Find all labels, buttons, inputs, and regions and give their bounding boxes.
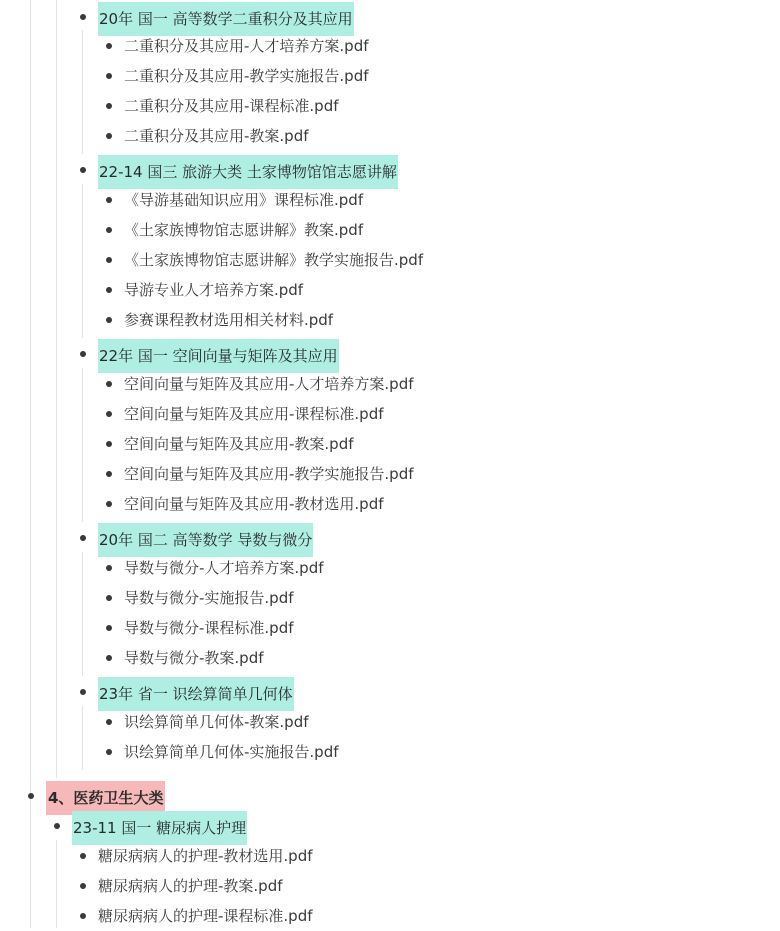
bullet-icon — [54, 823, 60, 829]
bullet-icon — [106, 719, 112, 725]
bullet-icon — [106, 749, 112, 755]
outline-guide-line — [30, 0, 31, 928]
file-name: 导数与微分-课程标准.pdf — [124, 619, 294, 637]
file-name: 糖尿病病人的护理-教案.pdf — [98, 877, 283, 895]
bullet-icon — [106, 43, 112, 49]
bullet-icon — [106, 501, 112, 507]
file-name: 导数与微分-教案.pdf — [124, 649, 264, 667]
outline-guide-line — [82, 706, 83, 770]
bullet-icon — [106, 441, 112, 447]
bullet-icon — [80, 853, 86, 859]
bullet-icon — [80, 689, 86, 695]
bullet-icon — [106, 103, 112, 109]
bullet-icon — [106, 287, 112, 293]
outline-guide-line — [56, 840, 57, 928]
folder-title: 22-14 国三 旅游大类 土家博物馆馆志愿讲解 — [98, 155, 398, 189]
bullet-icon — [106, 133, 112, 139]
folder-title: 23-11 国一 糖尿病人护理 — [72, 811, 247, 845]
file-name: 空间向量与矩阵及其应用-教案.pdf — [124, 435, 354, 453]
file-name: 二重积分及其应用-人才培养方案.pdf — [124, 37, 369, 55]
category-title: 4、医药卫生大类 — [46, 781, 165, 815]
bullet-icon — [80, 535, 86, 541]
file-name: 空间向量与矩阵及其应用-教材选用.pdf — [124, 495, 384, 513]
folder-title: 20年 国二 高等数学 导数与微分 — [98, 523, 313, 557]
bullet-icon — [106, 317, 112, 323]
outline-guide-line — [82, 30, 83, 154]
folder-title: 23年 省一 识绘算简单几何体 — [98, 677, 294, 711]
bullet-icon — [106, 411, 112, 417]
file-name: 参赛课程教材选用相关材料.pdf — [124, 311, 334, 329]
outline-guide-line — [82, 184, 83, 338]
folder-title: 22年 国一 空间向量与矩阵及其应用 — [98, 339, 339, 373]
bullet-icon — [106, 625, 112, 631]
bullet-icon — [80, 913, 86, 919]
bullet-icon — [80, 351, 86, 357]
file-name: 《土家族博物馆志愿讲解》教学实施报告.pdf — [124, 251, 424, 269]
file-name: 导游专业人才培养方案.pdf — [124, 281, 304, 299]
file-name: 导数与微分-实施报告.pdf — [124, 589, 294, 607]
bullet-icon — [106, 595, 112, 601]
file-name: 二重积分及其应用-教学实施报告.pdf — [124, 67, 369, 85]
bullet-icon — [106, 655, 112, 661]
file-name: 空间向量与矩阵及其应用-教学实施报告.pdf — [124, 465, 414, 483]
bullet-icon — [106, 565, 112, 571]
file-name: 糖尿病病人的护理-教材选用.pdf — [98, 847, 313, 865]
file-name: 识绘算简单几何体-教案.pdf — [124, 713, 309, 731]
file-name: 识绘算简单几何体-实施报告.pdf — [124, 743, 339, 761]
folder-title: 20年 国一 高等数学二重积分及其应用 — [98, 2, 354, 36]
outline-guide-line — [82, 368, 83, 522]
bullet-icon — [106, 471, 112, 477]
outline-guide-line — [82, 552, 83, 676]
file-name: 《导游基础知识应用》课程标准.pdf — [124, 191, 364, 209]
bullet-icon — [106, 197, 112, 203]
bullet-icon — [106, 73, 112, 79]
outline-guide-line — [56, 0, 57, 778]
bullet-icon — [106, 257, 112, 263]
file-name: 空间向量与矩阵及其应用-课程标准.pdf — [124, 405, 384, 423]
bullet-icon — [106, 381, 112, 387]
bullet-icon — [106, 227, 112, 233]
bullet-icon — [80, 167, 86, 173]
file-name: 二重积分及其应用-教案.pdf — [124, 127, 309, 145]
bullet-icon — [28, 793, 34, 799]
file-name: 空间向量与矩阵及其应用-人才培养方案.pdf — [124, 375, 414, 393]
file-name: 导数与微分-人才培养方案.pdf — [124, 559, 324, 577]
bullet-icon — [80, 883, 86, 889]
file-name: 二重积分及其应用-课程标准.pdf — [124, 97, 339, 115]
bullet-icon — [80, 14, 86, 20]
file-name: 《土家族博物馆志愿讲解》教案.pdf — [124, 221, 364, 239]
file-name: 糖尿病病人的护理-课程标准.pdf — [98, 907, 313, 925]
